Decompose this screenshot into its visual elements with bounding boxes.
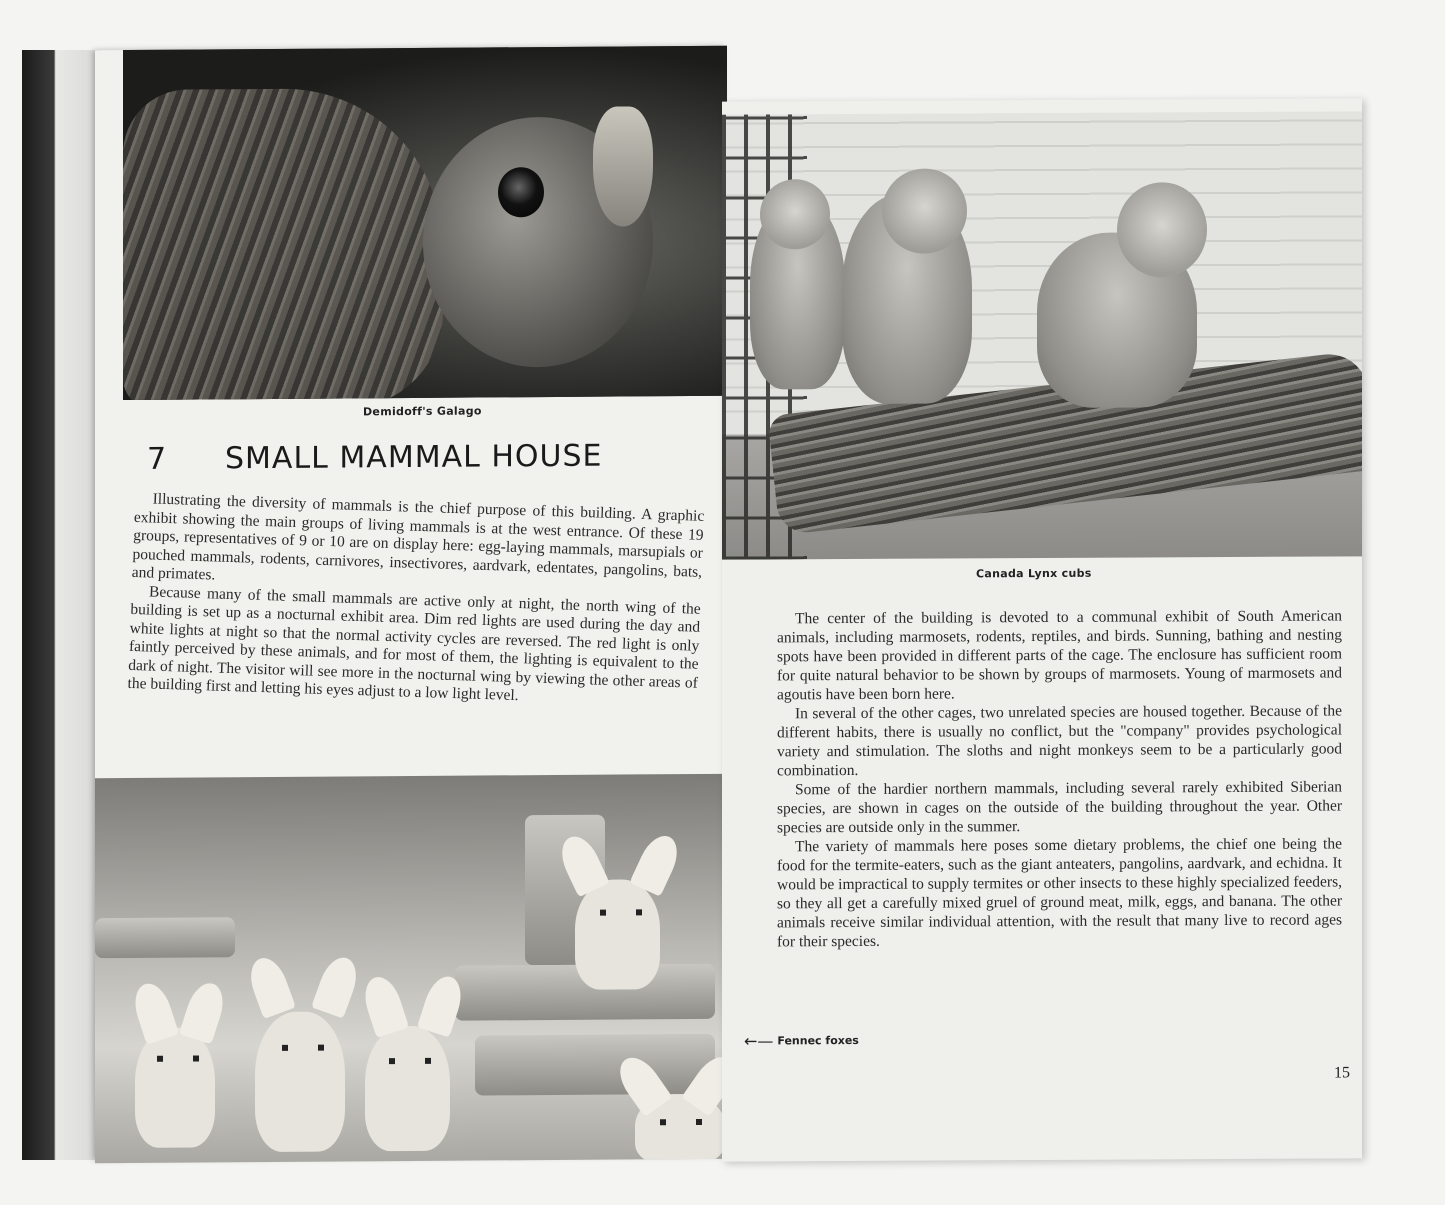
fox-eyes [600, 909, 642, 915]
fennec-fox [255, 1011, 345, 1152]
right-body-text [777, 606, 1342, 951]
galago-eye [498, 167, 544, 217]
fox-eyes [389, 1058, 431, 1064]
lynx-cubs-photo [722, 111, 1362, 559]
section-heading [147, 438, 707, 477]
fox-ear [629, 830, 684, 897]
rock [95, 917, 235, 958]
left-body-text [127, 490, 704, 711]
fox-eyes [282, 1045, 324, 1051]
fennec-fox [135, 1027, 215, 1148]
paragraph: In several of the other cages, two unrelated species are housed together. Because of the different habits, there is usually no conflict, but the "company" provides psychological variety and stimulation. The sloths and night monkeys seem to be a particularly good combination. [777, 702, 1342, 780]
section-number: 7 [147, 441, 168, 477]
fox-eyes [157, 1055, 199, 1061]
fennec-caption-text: Fennec foxes [777, 1033, 859, 1048]
fox-ear [179, 979, 229, 1045]
paragraph: Illustrating the diversity of mammals is the chief purpose of this building. A graphic exhibit showing the main groups of living mammals is at the west entrance. Of these 19 groups, representatives of 9 or 10 are on display here: egg-laying mammals, marsupials or pouched mammals, rodents, carnivores, insectivores, aardvark, edentates, pangolins, bats, and primates. [131, 490, 705, 584]
fennec-caption [744, 1031, 859, 1051]
rock [475, 1034, 715, 1096]
paragraph: The center of the building is devoted to a communal exhibit of South American animals, including marmosets, rodents, reptiles, and birds. Sunning, bathing and nesting spots have been provided in different parts of the cage. The enclosure has sufficient room for quite natural behavior to be shown by groups of marmosets. Young of marmosets and agoutis have been born here. [777, 607, 1342, 704]
lynx-caption: Canada Lynx cubs [976, 566, 1092, 581]
page-number: 15 [1334, 1064, 1350, 1082]
fox-eyes [660, 1119, 702, 1125]
right-page [722, 98, 1362, 1161]
left-page [95, 46, 725, 1160]
fennec-fox [365, 1026, 450, 1152]
fox-ear [244, 953, 296, 1019]
paragraph: The variety of mammals here poses some dietary problems, the chief one being the food for the termite-eaters, such as the giant anteaters, pangolins, aardvark, and echidna. It would be impractical to supply termites or other insects to these highly specialized feeders, so they all get a carefully mixed gruel of ground meat, milk, eggs, and banana. The other animals receive similar individual attention, with the result that many live to record ages for their species. [777, 835, 1342, 951]
fox-ear [129, 979, 179, 1045]
page-stack-edge [22, 50, 102, 1160]
lynx-cub-face [760, 179, 830, 249]
paragraph: Some of the hardier northern mammals, including several rarely exhibited Siberian species, are shown in cages on the outside of the building throughout the year. Other species are outside only in the summer. [777, 778, 1342, 837]
fennec-fox [575, 879, 660, 990]
galago-caption: Demidoff's Galago [363, 404, 482, 419]
lynx-cub-face [1117, 182, 1207, 277]
fox-ear [359, 972, 409, 1038]
paragraph: Because many of the small mammals are active only at night, the north wing of the building is set up as a nocturnal exhibit area. Dim red lights are used during the day and white lights at night so that the normal activity cycles are reversed. The red light is only faintly perceived by these animals, and for most of them, the lighting is equivalent to the dark of night. The visitor will see more in the nocturnal wing by viewing the other areas of the building first and letting his eyes adjust to a low light level. [127, 582, 702, 705]
section-title: SMALL MAMMAL HOUSE [225, 438, 603, 477]
galago-ear [593, 106, 653, 226]
lynx-cub-face [882, 168, 967, 253]
arrow-left-icon: ←— [744, 1031, 774, 1051]
fox-ear [311, 952, 363, 1018]
tree-bark [123, 88, 443, 400]
galago-photo [123, 46, 727, 400]
fennec-foxes-photo [95, 774, 723, 1163]
